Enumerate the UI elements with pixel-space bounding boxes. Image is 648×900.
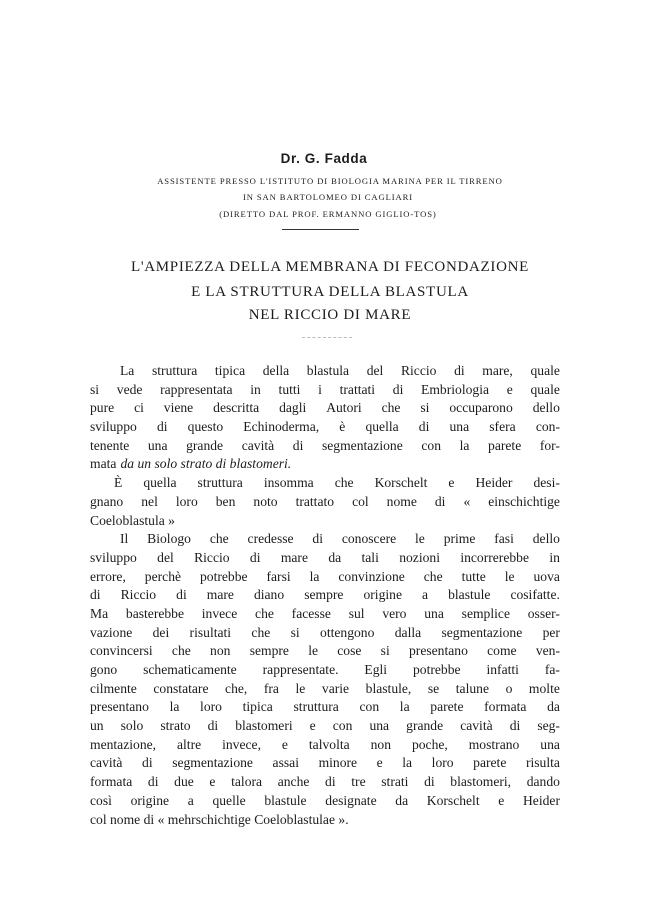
- text-line: La struttura tipica della blastula del Riccio di mare, quale: [120, 363, 560, 378]
- text-line: si vede rappresentata in tutti i trattati di Embriologia e quale: [90, 381, 560, 397]
- text-line: un solo strato di blastomeri e con una grande cavità di seg-: [90, 718, 560, 734]
- italic-text-fragment: da un solo strato di blastomeri.: [120, 456, 292, 472]
- text-line: mentazione, altre invece, e talvolta non poche, mostrano una: [90, 736, 560, 752]
- affiliation-line: IN SAN BARTOLOMEO DI CAGLIARI: [242, 192, 414, 202]
- article-title-line: NEL RICCIO DI MARE: [248, 307, 412, 323]
- text-line: convincersi che non sempre le cose si presentano come ven-: [90, 643, 560, 659]
- text-line: tenente una grande cavità di segmentazione con la parete for-: [90, 437, 560, 453]
- article-body: [90, 362, 560, 829]
- text-line: cavità di segmentazione assai minore e la loro parete risulta: [90, 755, 560, 771]
- text-line: pure ci viene descritta dagli Autori che si occuparono dello: [90, 400, 560, 416]
- text-line: sviluppo del Riccio di mare da tali nozioni incorrerebbe in: [90, 549, 560, 565]
- header-divider: [282, 229, 359, 230]
- text-line: È quella struttura insomma che Korschelt e Heider desi-: [114, 475, 560, 491]
- text-line: cilmente constatare che, fra le varie blastule, se talune o molte: [90, 680, 560, 696]
- text-line: Coeloblastula »: [90, 512, 175, 528]
- title-divider: [302, 337, 352, 338]
- article-title-line: L'AMPIEZZA DELLA MEMBRANA DI FECONDAZIONE: [130, 259, 530, 275]
- text-fragment: mata: [90, 456, 117, 472]
- article-title-line: E LA STRUTTURA DELLA BLASTULA: [191, 284, 469, 300]
- text-line: Il Biologo che credesse di conoscere le prime fasi dello: [120, 531, 560, 547]
- text-line: gnano nel loro ben noto trattato col nome di « einschichtige: [90, 493, 560, 509]
- text-line: formata di due e talora anche di tre strati di blastomeri, dando: [90, 774, 560, 790]
- text-line: Ma basterebbe invece che facesse sul vero una semplice osser-: [90, 605, 560, 621]
- affiliation-line: (DIRETTO DAL PROF. ERMANNO GIGLIO-TOS): [219, 209, 437, 219]
- text-line: col nome di « mehrschichtige Coeloblastulae ».: [90, 811, 349, 827]
- author-name: Dr. G. Fadda: [280, 151, 368, 166]
- text-line: vazione dei risultati che si ottengono dalla segmentazione per: [90, 624, 560, 640]
- text-line: [90, 455, 560, 474]
- affiliation-line: ASSISTENTE PRESSO L'ISTITUTO DI BIOLOGIA MARINA PER IL TIRRENO: [157, 176, 503, 186]
- text-line: sviluppo di questo Echinoderma, è quella di una sfera con-: [90, 419, 560, 435]
- text-line: gono schematicamente rappresentate. Egli potrebbe infatti fa-: [90, 662, 560, 677]
- text-line: di Riccio di mare diano sempre origine a blastule cosifatte.: [90, 587, 560, 603]
- text-line: errore, perchè potrebbe farsi la convinzione che tutte le uova: [90, 568, 560, 584]
- text-line: così origine a quelle blastule designate da Korschelt e Heider: [90, 792, 560, 808]
- text-line: presentano la loro tipica struttura con la parete formata da: [90, 699, 560, 715]
